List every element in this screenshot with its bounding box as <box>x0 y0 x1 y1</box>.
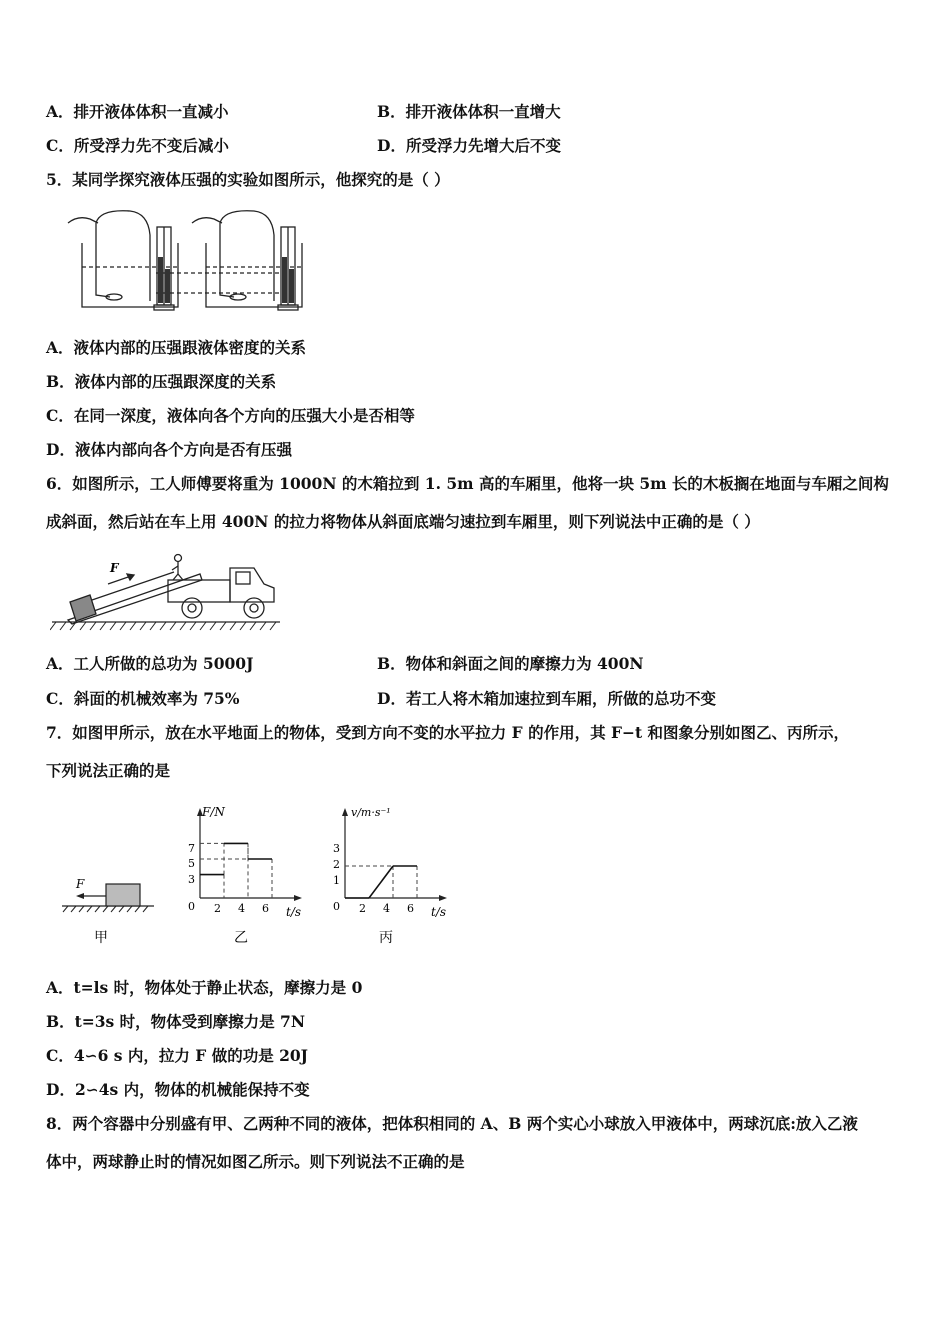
q6-option-b: B．物体和斜面之间的摩擦力为 400N <box>377 654 644 673</box>
q6-force-label: F <box>110 561 119 575</box>
q5-option-d: D．液体内部向各个方向是否有压强 <box>46 440 292 459</box>
q6-option-d: D．若工人将木箱加速拉到车厢，所做的总功不变 <box>377 689 716 708</box>
q8-stem-line2: 体中，两球静止时的情况如图乙所示。则下列说法不正确的是 <box>46 1152 465 1171</box>
bing-xtick-6: 6 <box>407 902 414 915</box>
q7-fig-bing-chart <box>325 800 465 950</box>
q5-stem: 5．某同学探究液体压强的实验如图所示，他探究的是（ ） <box>46 170 450 189</box>
q7-option-c: C．4∽6 s 内，拉力 F 做的功是 20J <box>46 1046 309 1065</box>
q8-stem-line1: 8．两个容器中分别盛有甲、乙两种不同的液体，把体积相同的 A、B 两个实心小球放入甲液体中，两球沉底:放入乙液 <box>46 1114 858 1133</box>
q7-jia-caption: 甲 <box>94 930 108 946</box>
q6-incline-truck-figure <box>50 550 285 632</box>
yi-xlabel: t/s <box>286 905 302 919</box>
bing-data-segment <box>369 866 393 898</box>
yi-caption: 乙 <box>234 930 248 946</box>
q7-fig-jia <box>60 870 160 950</box>
q6-option-a: A．工人所做的总功为 5000J <box>46 654 254 673</box>
bing-xtick-2: 2 <box>359 902 366 915</box>
q6-stem-line2: 成斜面，然后站在车上用 400N 的拉力将物体从斜面底端匀速拉到车厢里，则下列说法中正确的是（ ） <box>46 512 760 531</box>
bing-xlabel: t/s <box>431 905 447 919</box>
yi-xtick-2: 2 <box>214 902 221 915</box>
q7-option-a: A．t=ls 时，物体处于静止状态，摩擦力是 0 <box>46 978 363 997</box>
yi-xtick-6: 6 <box>262 902 269 915</box>
q5-option-c: C．在同一深度，液体向各个方向的压强大小是否相等 <box>46 406 415 425</box>
q4-option-d: D．所受浮力先增大后不变 <box>377 136 561 155</box>
q4-option-b: B．排开液体体积一直增大 <box>377 102 561 121</box>
bing-ytick-2: 2 <box>333 858 340 871</box>
q6-stem-line1: 6．如图所示，工人师傅要将重为 1000N 的木箱拉到 1. 5m 高的车厢里，他将一块 5m 长的木板搁在地面与车厢之间构 <box>46 474 889 493</box>
q5-option-a: A．液体内部的压强跟液体密度的关系 <box>46 338 307 357</box>
yi-ytick-3: 3 <box>188 873 195 886</box>
q7-stem-line1: 7．如图甲所示，放在水平地面上的物体，受到方向不变的水平拉力 F 的作用，其 F−t 和图象分别如图乙、丙所示， <box>46 723 850 742</box>
bing-ytick-3: 3 <box>333 842 340 855</box>
bing-ytick-1: 1 <box>333 874 340 887</box>
yi-ytick-5: 5 <box>188 857 195 870</box>
q7-jia-force-label: F <box>76 877 85 891</box>
bing-xtick-4: 4 <box>383 902 390 915</box>
yi-xtick-4: 4 <box>238 902 245 915</box>
q5-pressure-figure <box>60 205 320 313</box>
q7-stem-line2: 下列说法正确的是 <box>46 761 171 780</box>
q7-option-d: D．2∽4s 内，物体的机械能保持不变 <box>46 1080 310 1099</box>
q4-option-a: A．排开液体体积一直减小 <box>46 102 229 121</box>
q6-option-c: C．斜面的机械效率为 75% <box>46 689 240 708</box>
q5-option-b: B．液体内部的压强跟深度的关系 <box>46 372 277 391</box>
bing-xtick-0: 0 <box>333 900 340 913</box>
q7-option-b: B．t=3s 时，物体受到摩擦力是 7N <box>46 1012 306 1031</box>
bing-caption: 丙 <box>379 930 393 946</box>
yi-ylabel: F/N <box>202 805 225 819</box>
yi-xtick-0: 0 <box>188 900 195 913</box>
bing-ylabel: v/m·s⁻¹ <box>351 806 391 819</box>
q7-fig-yi-chart <box>180 800 320 950</box>
yi-ytick-7: 7 <box>188 842 195 855</box>
q4-option-c: C．所受浮力先不变后减小 <box>46 136 229 155</box>
